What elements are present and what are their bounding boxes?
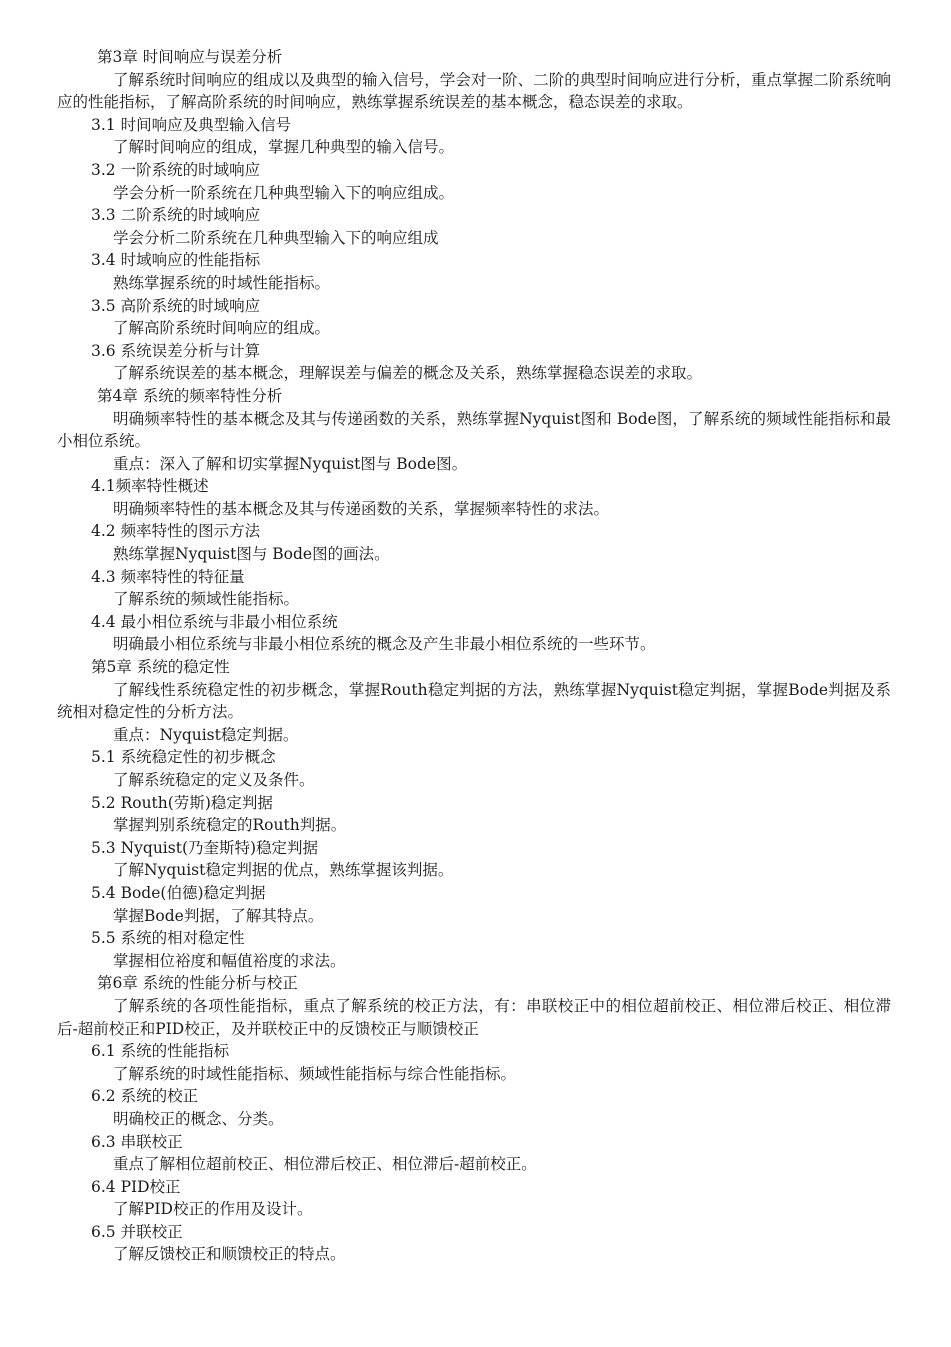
section-desc: 明确最小相位系统与非最小相位系统的概念及产生非最小相位系统的一些环节。 (113, 635, 656, 654)
section-desc: 了解系统的频域性能指标。 (113, 590, 300, 609)
section-desc: 重点了解相位超前校正、相位滞后校正、相位滞后-超前校正。 (113, 1155, 537, 1174)
section-title: 3.5 高阶系统的时域响应 (91, 296, 261, 315)
section-title: 3.3 二阶系统的时域响应 (91, 206, 261, 225)
section-desc: 了解系统稳定的定义及条件。 (113, 771, 315, 789)
section-title: 4.4 最小相位系统与非最小相位系统 (91, 612, 338, 631)
section-desc: 了解PID校正的作用及设计。 (113, 1200, 313, 1219)
section-title: 5.2 Routh(劳斯)稳定判据 (91, 793, 273, 812)
chapter-title: 第3章 时间响应与误差分析 (97, 48, 283, 66)
section-desc: 明确频率特性的基本概念及其与传递函数的关系，掌握频率特性的求法。 (113, 499, 610, 518)
chapter-key-point: 重点：深入了解和切实掌握Nyquist图与 Bode图。 (113, 454, 468, 473)
section-desc: 了解系统的时域性能指标、频域性能指标与综合性能指标。 (113, 1064, 517, 1083)
section-title: 6.4 PID校正 (91, 1177, 181, 1196)
section-title: 4.1频率特性概述 (91, 477, 209, 496)
section-desc: 掌握Bode判据，了解其特点。 (113, 906, 324, 925)
section-desc: 熟练掌握Nyquist图与 Bode图的画法。 (113, 545, 390, 564)
section-title: 5.3 Nyquist(乃奎斯特)稳定判据 (91, 838, 319, 857)
section-desc: 掌握判别系统稳定的Routh判据。 (113, 816, 347, 835)
section-title: 5.4 Bode(伯德)稳定判据 (91, 883, 266, 902)
chapter-intro: 了解系统的各项性能指标，重点了解系统的校正方法，有：串联校正中的相位超前校正、相位滞后校正、相位滞后-超前校正和PID校正，及并联校正中的反馈校正与顺馈校正 (57, 996, 891, 1038)
section-title: 6.5 并联校正 (91, 1222, 183, 1241)
section-title: 5.5 系统的相对稳定性 (91, 929, 245, 948)
section-desc: 学会分析一阶系统在几种典型输入下的响应组成。 (113, 183, 455, 202)
section-title: 4.2 频率特性的图示方法 (91, 522, 261, 541)
chapter-intro: 了解线性系统稳定性的初步概念，掌握Routh稳定判据的方法，熟练掌握Nyquist稳定判据，掌握Bode判据及系统相对稳定性的分析方法。 (57, 680, 891, 722)
chapter-title: 第5章 系统的稳定性 (91, 658, 230, 677)
chapter-key-point: 重点：Nyquist稳定判据。 (113, 725, 299, 744)
chapter-title: 第6章 系统的性能分析与校正 (97, 974, 298, 993)
section-desc: 了解反馈校正和顺馈校正的特点。 (113, 1245, 346, 1264)
section-title: 6.3 串联校正 (91, 1132, 183, 1151)
section-title: 4.3 频率特性的特征量 (91, 567, 245, 586)
section-desc: 了解系统误差的基本概念，理解误差与偏差的概念及关系，熟练掌握稳态误差的求取。 (113, 364, 703, 383)
section-title: 6.1 系统的性能指标 (91, 1042, 230, 1061)
chapter-title: 第4章 系统的频率特性分析 (97, 386, 283, 405)
section-desc: 了解Nyquist稳定判据的优点，熟练掌握该判据。 (113, 861, 454, 880)
section-title: 5.1 系统稳定性的初步概念 (91, 748, 276, 767)
section-title: 3.1 时间响应及典型输入信号 (91, 115, 292, 134)
section-title: 3.6 系统误差分析与计算 (91, 341, 261, 360)
section-title: 6.2 系统的校正 (91, 1087, 199, 1106)
section-title: 3.2 一阶系统的时域响应 (91, 160, 261, 179)
section-desc: 熟练掌握系统的时域性能指标。 (113, 273, 331, 292)
chapter-intro: 明确频率特性的基本概念及其与传递函数的关系，熟练掌握Nyquist图和 Bode图，了解系统的频域性能指标和最小相位系统。 (57, 409, 891, 451)
section-desc: 了解时间响应的组成，掌握几种典型的输入信号。 (113, 138, 455, 157)
section-desc: 学会分析二阶系统在几种典型输入下的响应组成 (113, 228, 439, 247)
section-desc: 掌握相位裕度和幅值裕度的求法。 (113, 951, 346, 970)
section-desc: 了解高阶系统时间响应的组成。 (113, 319, 331, 338)
section-title: 3.4 时域响应的性能指标 (91, 251, 261, 270)
section-desc: 明确校正的概念、分类。 (113, 1109, 284, 1128)
chapter-intro: 了解系统时间响应的组成以及典型的输入信号，学会对一阶、二阶的典型时间响应进行分析，重点掌握二阶系统响应的性能指标，了解高阶系统的时间响应，熟练掌握系统误差的基本概念，稳态误差的求取。 (57, 70, 891, 112)
